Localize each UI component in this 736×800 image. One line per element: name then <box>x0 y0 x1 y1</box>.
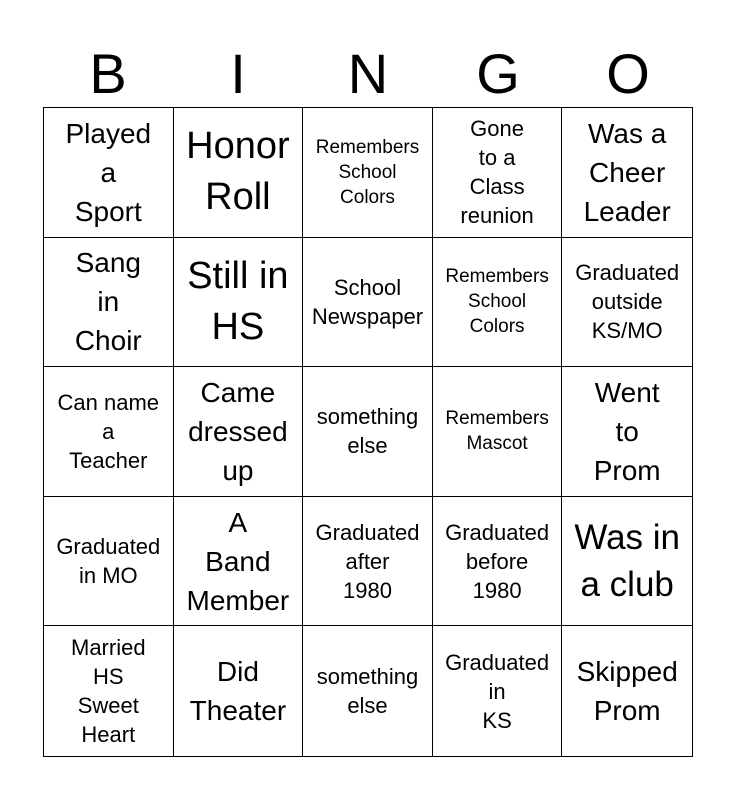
cell-text: something else <box>316 664 419 719</box>
cell-text: Was a Cheer Leader <box>583 117 671 227</box>
bingo-cell[interactable] <box>562 626 692 756</box>
cell-text: Came dressed up <box>188 376 288 486</box>
bingo-cell[interactable] <box>44 497 174 627</box>
bingo-cell[interactable] <box>562 108 692 238</box>
bingo-cell[interactable] <box>174 108 304 238</box>
bingo-board <box>43 107 693 757</box>
cell-text: Played a Sport <box>65 117 152 227</box>
cell-text: Remembers Mascot <box>445 408 549 455</box>
bingo-cell[interactable] <box>44 238 174 368</box>
cell-text: Honor Roll <box>186 125 290 219</box>
cell-text: Still in HS <box>187 254 289 348</box>
cell-text: School Newspaper <box>311 274 424 329</box>
cell-text: Was in a club <box>574 518 681 605</box>
bingo-cell[interactable] <box>303 626 433 756</box>
bingo-cell[interactable] <box>174 367 304 497</box>
cell-text: Remembers School Colors <box>445 266 549 338</box>
bingo-cell[interactable] <box>303 497 433 627</box>
bingo-cell[interactable] <box>44 108 174 238</box>
bingo-cell[interactable] <box>44 626 174 756</box>
cell-text: Graduated before 1980 <box>445 519 550 603</box>
cell-text: something else <box>316 404 419 459</box>
bingo-cell[interactable] <box>174 238 304 368</box>
bingo-cell[interactable] <box>174 497 304 627</box>
bingo-cell[interactable] <box>433 238 563 368</box>
bingo-cell[interactable] <box>433 497 563 627</box>
cell-text: Remembers School Colors <box>315 136 420 208</box>
bingo-cell[interactable] <box>303 238 433 368</box>
header-letter-b: B <box>89 42 127 105</box>
cell-text: Gone to a Class reunion <box>460 116 534 229</box>
cell-text: Did Theater <box>189 656 287 727</box>
bingo-cell[interactable] <box>562 367 692 497</box>
bingo-cell[interactable] <box>433 108 563 238</box>
cell-text: Married HS Sweet Heart <box>71 635 146 748</box>
cell-text: A Band Member <box>186 506 290 616</box>
header-letter-o: O <box>606 42 650 105</box>
cell-text: Can name a Teacher <box>57 389 160 473</box>
bingo-cell[interactable] <box>174 626 304 756</box>
cell-text: Sang in Choir <box>74 247 142 357</box>
cell-text: Graduated in KS <box>445 649 550 733</box>
cell-text: Went to Prom <box>593 376 661 486</box>
header-letter-i: I <box>230 42 246 105</box>
bingo-cell[interactable] <box>562 497 692 627</box>
cell-text: Skipped Prom <box>576 656 678 727</box>
cell-text: Graduated in MO <box>56 534 161 589</box>
cell-text: Graduated after 1980 <box>315 519 420 603</box>
bingo-cell[interactable] <box>303 108 433 238</box>
bingo-cell[interactable] <box>44 367 174 497</box>
bingo-cell[interactable] <box>562 238 692 368</box>
header-letter-g: G <box>476 42 520 105</box>
bingo-header <box>43 40 693 108</box>
bingo-cell[interactable] <box>303 367 433 497</box>
header-letter-n: N <box>347 42 389 105</box>
bingo-cell[interactable] <box>433 367 563 497</box>
bingo-cell[interactable] <box>433 626 563 756</box>
cell-text: Graduated outside KS/MO <box>575 260 680 344</box>
